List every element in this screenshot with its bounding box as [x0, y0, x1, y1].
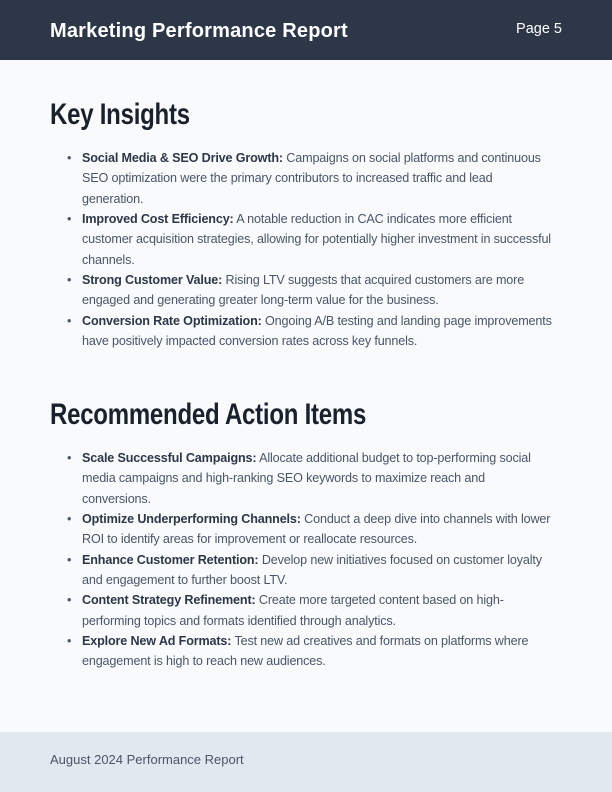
list-item — [82, 550, 554, 591]
key-insights-heading: Key Insights — [50, 98, 190, 131]
list-item — [82, 448, 554, 509]
item-lead: Improved Cost Efficiency: — [82, 212, 234, 227]
action-items-heading: Recommended Action Items — [50, 398, 367, 431]
list-item — [82, 270, 554, 311]
page-header — [0, 0, 612, 60]
item-text: Ongoing A/B testing and landing page improvements have positively impacted conversion rates across key funnels. — [82, 313, 552, 349]
item-lead: Content Strategy Refinement: — [82, 593, 256, 608]
action-items-list — [82, 448, 554, 672]
list-item — [82, 631, 554, 672]
list-item — [82, 209, 554, 270]
item-lead: Conversion Rate Optimization: — [82, 313, 262, 328]
item-text: Allocate additional budget to top-performing social media campaigns and high-ranking SEO keywords to maximize reach and conversions. — [82, 451, 531, 506]
list-item — [82, 509, 554, 550]
key-insights-list — [82, 148, 554, 351]
list-item — [82, 311, 554, 352]
item-lead: Strong Customer Value: — [82, 273, 223, 288]
page-number: Page 5 — [516, 21, 562, 37]
item-lead: Optimize Underperforming Channels: — [82, 512, 301, 527]
list-item — [82, 148, 554, 209]
item-text: Create more targeted content based on high-performing topics and formats identified through analytics. — [82, 593, 504, 628]
item-text: Conduct a deep dive into channels with lower ROI to identify areas for improvement or reallocate resources. — [82, 512, 551, 547]
item-text: Campaigns on social platforms and continuous SEO optimization were the primary contributors to increased traffic and lead generation. — [82, 151, 541, 206]
page-footer — [0, 732, 612, 792]
item-text: Test new ad creatives and formats on platforms where engagement is high to reach new audiences. — [82, 634, 529, 669]
report-title: Marketing Performance Report — [50, 20, 348, 42]
list-item — [82, 590, 554, 631]
footer-text: August 2024 Performance Report — [50, 752, 244, 767]
item-lead: Explore New Ad Formats: — [82, 634, 232, 649]
item-text: Rising LTV suggests that acquired customers are more engaged and generating greater long-term value for the business. — [82, 273, 525, 308]
item-text: A notable reduction in CAC indicates more efficient customer acquisition strategies, allowing for potentially higher investment in successful channels. — [82, 212, 551, 267]
item-text: Develop new initiatives focused on customer loyalty and engagement to further boost LTV. — [82, 552, 542, 588]
item-lead: Enhance Customer Retention: — [82, 552, 259, 567]
item-lead: Scale Successful Campaigns: — [82, 451, 257, 465]
item-lead: Social Media & SEO Drive Growth: — [82, 151, 283, 165]
